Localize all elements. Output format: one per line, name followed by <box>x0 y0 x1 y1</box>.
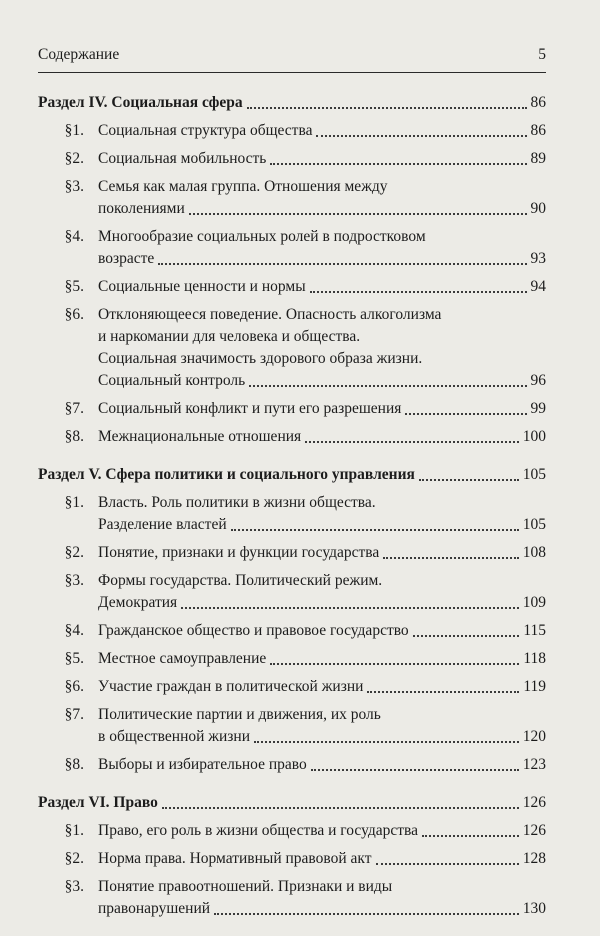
entry-last-line <box>98 120 546 142</box>
entry-title: в общественной жизни <box>98 728 251 745</box>
dot-leader <box>316 135 526 137</box>
paragraph-number: §3. <box>64 878 84 895</box>
paragraph-number: §6. <box>64 306 84 323</box>
entry-title: поколениями <box>98 200 185 217</box>
toc-entry[interactable] <box>38 426 546 448</box>
section-page-number: 105 <box>522 466 546 483</box>
entry-last-line <box>98 726 546 748</box>
entry-line: Социальная значимость здорового образа жизни. <box>98 350 423 367</box>
paragraph-number: §4. <box>64 622 84 639</box>
header-rule <box>38 72 546 73</box>
entry-title: Социальная мобильность <box>98 150 267 167</box>
section-title-row[interactable] <box>38 792 546 814</box>
toc-section <box>38 464 546 776</box>
dot-leader <box>270 163 526 165</box>
entry-last-line <box>98 426 546 448</box>
entry-page-number: 109 <box>522 594 546 611</box>
dot-leader <box>367 691 519 693</box>
paragraph-number: §7. <box>64 400 84 417</box>
running-head <box>38 46 546 64</box>
entry-page-number: 118 <box>523 650 546 667</box>
dot-leader <box>181 607 519 609</box>
dot-leader <box>383 557 518 559</box>
entry-text <box>98 620 546 642</box>
dot-leader <box>231 529 519 531</box>
entry-text <box>98 676 546 698</box>
entry-text <box>98 876 546 920</box>
toc-entry[interactable] <box>38 304 546 392</box>
entry-last-line <box>98 276 546 298</box>
entry-page-number: 128 <box>522 850 546 867</box>
dot-leader <box>249 385 526 387</box>
paragraph-number: §1. <box>64 494 84 511</box>
toc-entry[interactable] <box>38 848 546 870</box>
dot-leader <box>422 835 519 837</box>
entry-last-line <box>98 754 546 776</box>
page-number: 5 <box>538 46 546 63</box>
entry-line: Отклоняющееся поведение. Опасность алкоголизма <box>98 306 442 323</box>
entry-title: Разделение властей <box>98 516 227 533</box>
entry-text <box>98 276 546 298</box>
paragraph-number: §5. <box>64 650 84 667</box>
paragraph-number: §6. <box>64 678 84 695</box>
dot-leader <box>270 663 519 665</box>
entry-page-number: 108 <box>522 544 546 561</box>
entry-line: Власть. Роль политики в жизни общества. <box>98 494 376 511</box>
paragraph-number: §3. <box>64 178 84 195</box>
entry-title: Межнациональные отношения <box>98 428 302 445</box>
toc-entry[interactable] <box>38 648 546 670</box>
entry-last-line <box>98 370 546 392</box>
toc-entry[interactable] <box>38 120 546 142</box>
entry-page-number: 126 <box>522 822 546 839</box>
entry-title: Участие граждан в политической жизни <box>98 678 364 695</box>
toc-entry[interactable] <box>38 820 546 842</box>
section-title: Раздел V. Сфера политики и социального управления <box>38 466 415 483</box>
entry-line: Политические партии и движения, их роль <box>98 706 381 723</box>
toc-entry[interactable] <box>38 570 546 614</box>
toc-entry[interactable] <box>38 754 546 776</box>
entry-page-number: 96 <box>530 372 546 389</box>
entry-page-number: 100 <box>522 428 546 445</box>
section-page-number: 86 <box>530 94 546 111</box>
paragraph-number: §2. <box>64 850 84 867</box>
entry-last-line <box>98 542 546 564</box>
entry-last-line <box>98 248 546 270</box>
paragraph-number: §1. <box>64 122 84 139</box>
entry-line: Семья как малая группа. Отношения между <box>98 178 388 195</box>
entry-title: Выборы и избирательное право <box>98 756 307 773</box>
entry-page-number: 93 <box>530 250 546 267</box>
running-head-title: Содержание <box>38 46 120 63</box>
entry-last-line <box>98 820 546 842</box>
entry-page-number: 130 <box>522 900 546 917</box>
dot-leader <box>158 263 526 265</box>
entry-title: Право, его роль в жизни общества и государства <box>98 822 419 839</box>
entry-text <box>98 570 546 614</box>
entry-text <box>98 148 546 170</box>
entry-title: Социальные ценности и нормы <box>98 278 306 295</box>
paragraph-number: §7. <box>64 706 84 723</box>
paragraph-number: §2. <box>64 150 84 167</box>
entry-page-number: 99 <box>530 400 546 417</box>
entry-text <box>98 542 546 564</box>
section-title-row[interactable] <box>38 92 546 114</box>
entry-page-number: 123 <box>522 756 546 773</box>
entry-title: Демократия <box>98 594 178 611</box>
entry-title: Понятие, признаки и функции государства <box>98 544 380 561</box>
entry-last-line <box>98 148 546 170</box>
paragraph-number: §8. <box>64 428 84 445</box>
entry-title: Норма права. Нормативный правовой акт <box>98 850 372 867</box>
dot-leader <box>310 291 527 293</box>
paragraph-number: §1. <box>64 822 84 839</box>
entry-line: Многообразие социальных ролей в подростковом <box>98 228 426 245</box>
entry-text <box>98 754 546 776</box>
toc-entry[interactable] <box>38 876 546 920</box>
dot-leader <box>405 413 526 415</box>
dot-leader <box>247 107 527 109</box>
paragraph-number: §8. <box>64 756 84 773</box>
toc-entry[interactable] <box>38 542 546 564</box>
entry-line: и наркомании для человека и общества. <box>98 328 361 345</box>
dot-leader <box>189 213 527 215</box>
dot-leader <box>214 913 519 915</box>
entry-line: Понятие правоотношений. Признаки и виды <box>98 878 393 895</box>
paragraph-number: §2. <box>64 544 84 561</box>
entry-text <box>98 398 546 420</box>
dot-leader <box>376 863 519 865</box>
entry-last-line <box>98 848 546 870</box>
entry-last-line <box>98 198 546 220</box>
entry-page-number: 86 <box>530 122 546 139</box>
dot-leader <box>162 807 519 809</box>
entry-last-line <box>98 648 546 670</box>
dot-leader <box>311 769 519 771</box>
entry-text <box>98 848 546 870</box>
section-page-number: 126 <box>522 794 546 811</box>
entry-title: Социальная структура общества <box>98 122 313 139</box>
entry-last-line <box>98 898 546 920</box>
entry-page-number: 94 <box>530 278 546 295</box>
entry-page-number: 90 <box>530 200 546 217</box>
entry-text <box>98 492 546 536</box>
section-title: Раздел IV. Социальная сфера <box>38 94 243 111</box>
dot-leader <box>254 741 519 743</box>
entry-last-line <box>98 398 546 420</box>
entry-title: Социальный контроль <box>98 372 246 389</box>
toc-entry[interactable] <box>38 226 546 270</box>
dot-leader <box>305 441 519 443</box>
entry-title: возрасте <box>98 250 155 267</box>
paragraph-number: §4. <box>64 228 84 245</box>
entry-title: Гражданское общество и правовое государство <box>98 622 409 639</box>
entry-last-line <box>98 592 546 614</box>
toc-entry[interactable] <box>38 704 546 748</box>
entry-page-number: 89 <box>530 150 546 167</box>
entry-text <box>98 704 546 748</box>
entry-text <box>98 176 546 220</box>
toc-entry[interactable] <box>38 492 546 536</box>
toc-entry[interactable] <box>38 398 546 420</box>
entry-line: Формы государства. Политический режим. <box>98 572 383 589</box>
entry-page-number: 119 <box>523 678 546 695</box>
dot-leader <box>419 479 519 481</box>
toc-entry[interactable] <box>38 148 546 170</box>
entry-text <box>98 120 546 142</box>
entry-text <box>98 226 546 270</box>
entry-title: Социальный конфликт и пути его разрешения <box>98 400 402 417</box>
entry-title: Местное самоуправление <box>98 650 267 667</box>
toc-section <box>38 792 546 920</box>
table-of-contents <box>38 92 546 936</box>
entry-text <box>98 426 546 448</box>
dot-leader <box>413 635 520 637</box>
entry-page-number: 105 <box>522 516 546 533</box>
section-title: Раздел VI. Право <box>38 794 158 811</box>
entry-page-number: 115 <box>523 622 546 639</box>
toc-entry[interactable] <box>38 276 546 298</box>
section-title-row[interactable] <box>38 464 546 486</box>
entry-title: правонарушений <box>98 900 211 917</box>
entry-text <box>98 820 546 842</box>
paragraph-number: §5. <box>64 278 84 295</box>
toc-section <box>38 92 546 448</box>
toc-entry[interactable] <box>38 676 546 698</box>
toc-entry[interactable] <box>38 620 546 642</box>
entry-text <box>98 648 546 670</box>
entry-text <box>98 304 546 392</box>
entry-page-number: 120 <box>522 728 546 745</box>
entry-last-line <box>98 620 546 642</box>
entry-last-line <box>98 514 546 536</box>
entry-last-line <box>98 676 546 698</box>
paragraph-number: §3. <box>64 572 84 589</box>
toc-entry[interactable] <box>38 176 546 220</box>
